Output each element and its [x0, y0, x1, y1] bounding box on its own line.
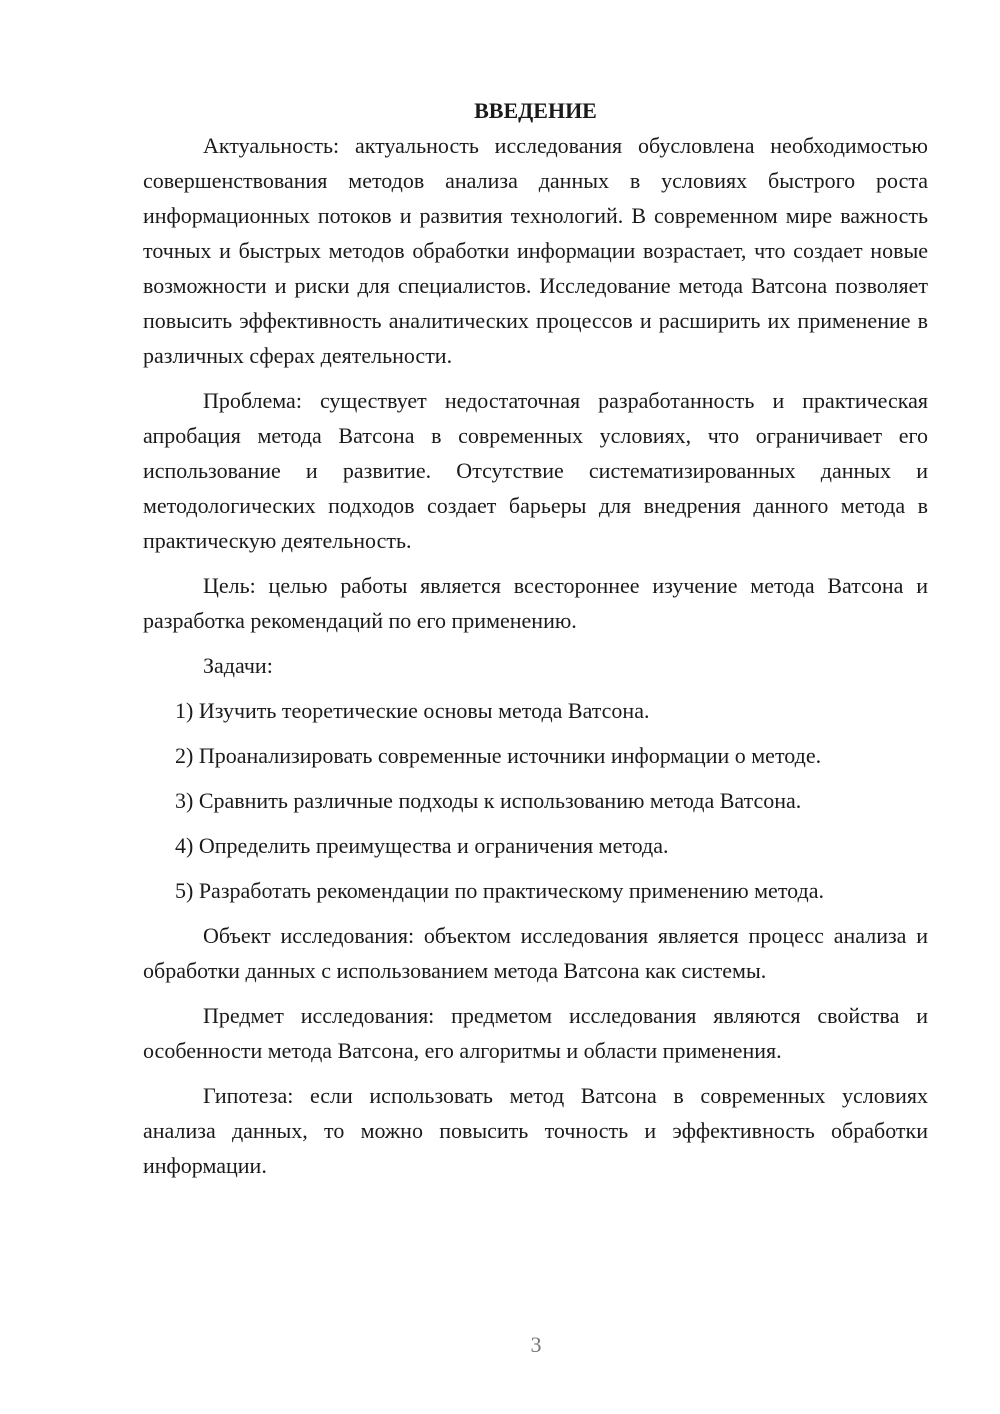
page-content — [143, 93, 928, 1193]
tasks-heading: Задачи: — [203, 653, 273, 678]
problem-paragraph: Проблема: существует недостаточная разработанность и практическая апробация метода Ватсона в современных условиях, что ограничивает его использование и развитие. Отсутствие систематизированных данных и методологических подходов создает барьеры для внедрения данного метода в практическую деятельность. — [143, 388, 928, 553]
page-number: 3 — [530, 1332, 542, 1357]
task-item-5: 5) Разработать рекомендации по практическому применению метода. — [175, 878, 824, 903]
subject-paragraph: Предмет исследования: предметом исследования являются свойства и особенности метода Ватсона, его алгоритмы и области применения. — [143, 1003, 928, 1063]
hypothesis-paragraph: Гипотеза: если использовать метод Ватсона в современных условиях анализа данных, то можно повысить точность и эффективность обработки информации. — [143, 1083, 928, 1178]
task-item-4: 4) Определить преимущества и ограничения метода. — [175, 833, 669, 858]
relevance-paragraph: Актуальность: актуальность исследования обусловлена необходимостью совершенствования методов анализа данных в условиях быстрого роста информационных потоков и развития технологий. В современном мире важность точных и быстрых методов обработки информации возрастает, что создает новые возможности и риски для специалистов. Исследование метода Ватсона позволяет повысить эффективность аналитических процессов и расширить их применение в различных сферах деятельности. — [143, 133, 928, 368]
object-paragraph: Объект исследования: объектом исследования является процесс анализа и обработки данных с использованием метода Ватсона как системы. — [143, 923, 928, 983]
task-item-3: 3) Сравнить различные подходы к использованию метода Ватсона. — [175, 788, 802, 813]
task-item-1: 1) Изучить теоретические основы метода Ватсона. — [175, 698, 650, 723]
goal-paragraph: Цель: целью работы является всестороннее изучение метода Ватсона и разработка рекомендаций по его применению. — [143, 573, 928, 633]
page-title: ВВЕДЕНИЕ — [474, 98, 597, 123]
task-item-2: 2) Проанализировать современные источники информации о методе. — [175, 743, 822, 768]
